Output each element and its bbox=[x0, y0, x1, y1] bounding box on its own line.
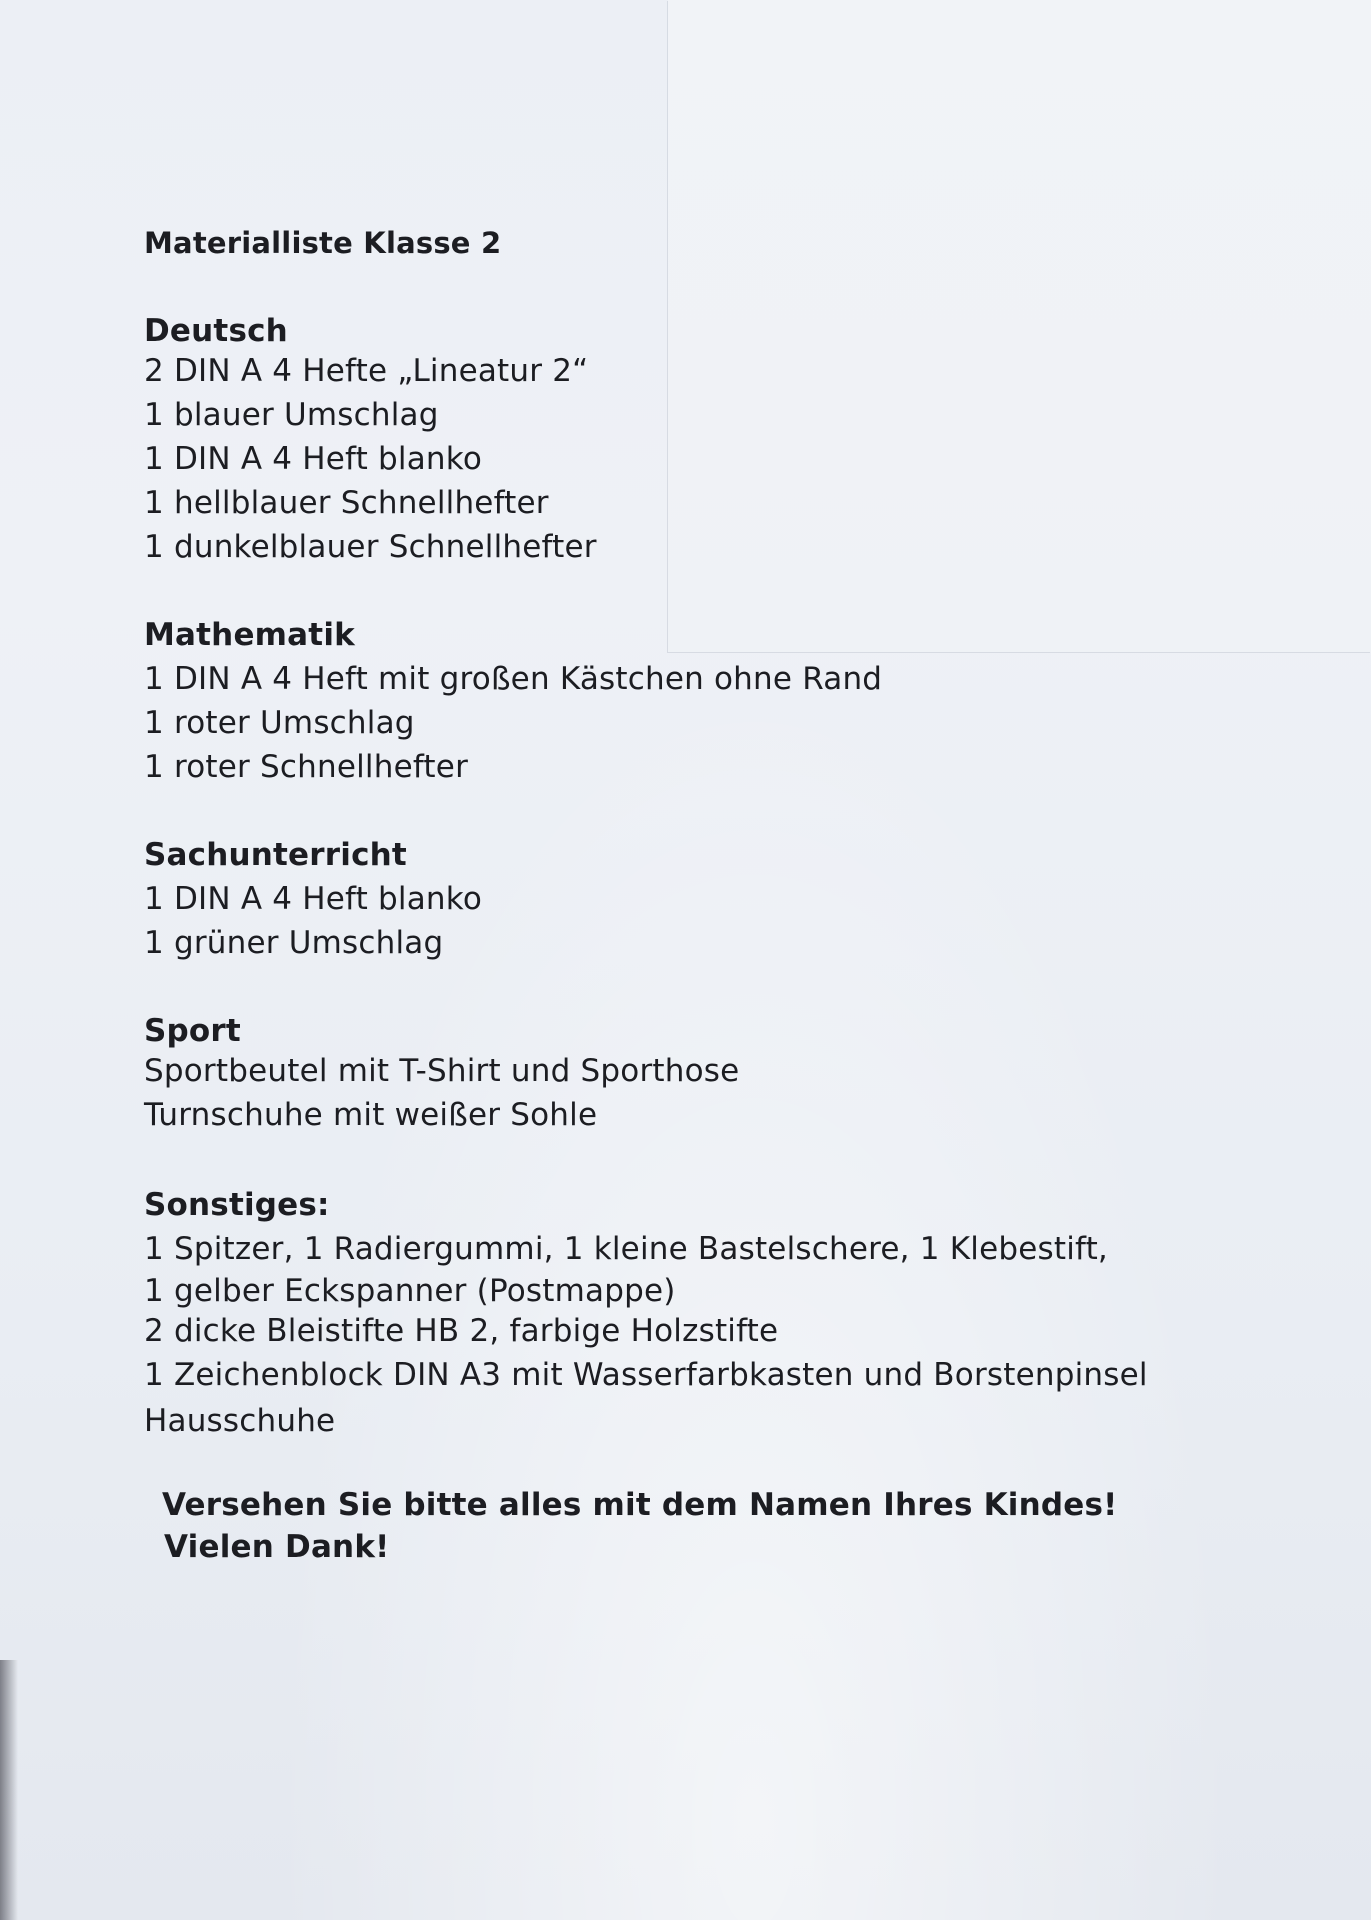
page-edge-shadow bbox=[0, 1660, 18, 1920]
list-item: Turnschuhe mit weißer Sohle bbox=[144, 1097, 598, 1133]
list-item: 1 grüner Umschlag bbox=[144, 925, 444, 961]
page-title: Materialliste Klasse 2 bbox=[144, 226, 502, 260]
section-heading-sonstiges: Sonstiges: bbox=[144, 1187, 330, 1223]
section-heading-sachunterricht: Sachunterricht bbox=[144, 837, 407, 873]
list-item: 1 roter Umschlag bbox=[144, 705, 415, 741]
section-heading-sport: Sport bbox=[144, 1013, 241, 1049]
list-item: Sportbeutel mit T-Shirt und Sporthose bbox=[144, 1053, 740, 1089]
list-item: 1 dunkelblauer Schnellhefter bbox=[144, 529, 597, 565]
list-item: 1 hellblauer Schnellhefter bbox=[144, 485, 549, 521]
section-heading-mathematik: Mathematik bbox=[144, 617, 355, 653]
list-item: 1 DIN A 4 Heft blanko bbox=[144, 881, 482, 917]
list-item: 2 dicke Bleistifte HB 2, farbige Holzstifte bbox=[144, 1313, 779, 1349]
list-item: 1 Zeichenblock DIN A3 mit Wasserfarbkasten und Borstenpinsel bbox=[144, 1357, 1148, 1393]
footer-note: Versehen Sie bitte alles mit dem Namen Ihres Kindes! bbox=[162, 1487, 1118, 1523]
footer-thanks: Vielen Dank! bbox=[164, 1529, 390, 1565]
list-item: Hausschuhe bbox=[144, 1403, 336, 1439]
list-item: 1 gelber Eckspanner (Postmappe) bbox=[144, 1273, 676, 1309]
section-heading-deutsch: Deutsch bbox=[144, 313, 288, 349]
list-item: 1 roter Schnellhefter bbox=[144, 749, 469, 785]
list-item: 1 blauer Umschlag bbox=[144, 397, 439, 433]
list-item: 1 Spitzer, 1 Radiergummi, 1 kleine Bastelschere, 1 Klebestift, bbox=[144, 1231, 1108, 1267]
list-item: 1 DIN A 4 Heft blanko bbox=[144, 441, 482, 477]
list-item: 1 DIN A 4 Heft mit großen Kästchen ohne Rand bbox=[144, 661, 883, 697]
list-item: 2 DIN A 4 Hefte „Lineatur 2“ bbox=[144, 353, 589, 389]
document-content bbox=[144, 0, 1244, 1920]
